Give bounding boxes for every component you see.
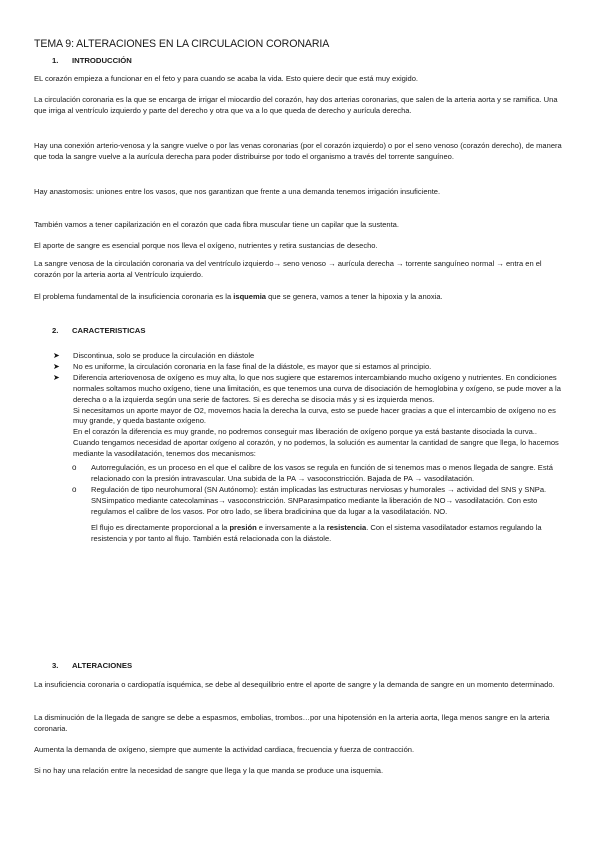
paragraph: Cuando tengamos necesidad de aportar oxígeno al corazón, y no podemos, la solución es aumentar la cantidad de sangre que llega, lo hacemos mediante la vasodilatación, tenemos dos mecanismos: bbox=[73, 438, 559, 459]
paragraph: Hay una conexión arterio-venosa y la sangre vuelve o por las venas coronarias (por el corazón izquierdo) o por el seno venoso (corazón derecho), de manera que toda la sangre vuelve a la aurícula derecha para poder distribuirse por todo el organismo a través del torrente sanguíneo. bbox=[34, 141, 562, 161]
bold-term-presion: presión bbox=[229, 522, 257, 532]
sub-list-item-text: Autorregulación, es un proceso en el que el calibre de los vasos se regula en función de si tenemos mas o menos llegada de sangre. Está relacionado con la presión intravascular. Una subida de la PA → vasoconstricción. Bajada de PA → vasodilatación. bbox=[91, 463, 553, 483]
text-run: El flujo es directamente proporcional a la bbox=[91, 522, 230, 532]
flow-paragraph bbox=[91, 523, 563, 545]
bold-term-resistencia: resistencia bbox=[326, 522, 367, 532]
section-heading-caracteristicas bbox=[52, 326, 145, 336]
paragraph: La insuficiencia coronaria o cardiopatía isquémica, se debe al desequilibrio entre el aporte de sangre y la demanda de sangre en un momento determinado. bbox=[34, 680, 555, 689]
section-title: INTRODUCCIÓN bbox=[72, 56, 132, 65]
problem-paragraph bbox=[34, 292, 564, 303]
characteristics-list bbox=[53, 351, 563, 544]
section-number: 2. bbox=[52, 326, 59, 335]
paragraph: Aumenta la demanda de oxígeno, siempre que aumente la actividad cardiaca, frecuencia y fuerza de contracción. bbox=[34, 745, 415, 754]
paragraph: Si no hay una relación entre la necesidad de sangre que llega y la que manda se produce una isquemia. bbox=[34, 766, 384, 775]
list-item-text: Diferencia arteriovenosa de oxígeno es muy alta, lo que nos sugiere que estaremos intercambiando mucho oxígeno y nutrientes. En condiciones normales soltamos mucho oxígeno, tiene una limitación, es que tenemos una curva de disociación de hemoglobina y oxígeno, se pude mover a la derecha o a la izquierda según una serie de factores. Si es derecha se disocia más y si es izquierda menos. bbox=[73, 372, 561, 404]
section-number: 1. bbox=[52, 56, 59, 65]
text-run: e inversamente a la bbox=[256, 522, 327, 532]
arrowhead-bullet-icon: ➤ bbox=[53, 351, 60, 360]
section-heading-introduccion bbox=[52, 56, 132, 66]
paragraph: La sangre venosa de la circulación coronaria va del ventrículo izquierdo→ seno venoso → aurícula derecha → torrente sanguíneo normal → entra en el corazón por la arteria aorta al Ventrículo izquierdo. bbox=[34, 259, 542, 279]
bold-term-isquemia: isquemia bbox=[233, 292, 266, 301]
paragraph: EL corazón empieza a funcionar en el feto y para cuando se acaba la vida. Esto quiere decir que está muy exigido. bbox=[34, 74, 419, 83]
paragraph: Hay anastomosis: uniones entre los vasos, que nos garantizan que frente a una demanda tenemos irrigación insuficiente. bbox=[34, 187, 441, 196]
sub-list-item bbox=[53, 463, 563, 485]
text-run: El problema fundamental de la insuficiencia coronaria es la bbox=[34, 292, 234, 301]
paragraph: También vamos a tener capilarización en el corazón que cada fibra muscular tiene un capilar que la sustenta. bbox=[34, 220, 399, 229]
section-heading-alteraciones bbox=[52, 661, 132, 671]
circle-bullet-icon: o bbox=[72, 484, 77, 494]
list-item-text: No es uniforme, la circulación coronaria en la fase final de la diástole, es mayor que si estamos al principio. bbox=[73, 361, 432, 371]
arrowhead-bullet-icon: ➤ bbox=[53, 372, 60, 382]
section-number: 3. bbox=[52, 661, 59, 670]
paragraph: Si necesitamos un aporte mayor de O2, movemos hacia la derecha la curva, esto se puede hacer gracias a que el intercambio de oxígeno no es muy grande, y queda bastante oxígeno. bbox=[73, 405, 556, 426]
list-item bbox=[53, 351, 563, 362]
section-title: CARACTERISTICAS bbox=[72, 326, 146, 335]
circle-bullet-icon: o bbox=[72, 463, 77, 473]
list-item bbox=[53, 373, 563, 406]
paragraph: La disminución de la llegada de sangre se debe a espasmos, embolias, trombos…por una hipotensión en la arteria aorta, llega menos sangre en la arteria coronaria. bbox=[34, 713, 550, 733]
mechanisms-list bbox=[53, 463, 563, 518]
section-title: ALTERACIONES bbox=[72, 661, 133, 670]
paragraph: El aporte de sangre es esencial porque nos lleva el oxígeno, nutrientes y retira sustancias de desecho. bbox=[34, 241, 378, 250]
list-item-text: Discontinua, solo se produce la circulación en diástole bbox=[73, 351, 255, 360]
paragraph: La circulación coronaria es la que se encarga de irrigar el miocardio del corazón, hay dos arterias coronarias, que salen de la arteria aorta y se ramifica. Una que irriga al ventrículo izquierdo y parte del derecho y otra que va a lo que queda de derecho y aurícula derecha. bbox=[34, 95, 558, 115]
sub-list-item bbox=[53, 485, 563, 518]
text-run: que se genera, vamos a tener la hipoxia y la anoxia. bbox=[266, 292, 443, 301]
paragraph: En el corazón la diferencia es muy grande, no podremos conseguir mas liberación de oxígeno porque ya está bastante disociada la curva.. bbox=[73, 427, 537, 437]
text-run: . Con el sistema vasodilatador estamos regulando la resistencia y por tanto al flujo. También está relacionada con la diástole. bbox=[91, 522, 542, 543]
sub-list-item-text: Regulación de tipo neurohumoral (SN Autónomo): están implicadas las estructuras nerviosas y humorales → actividad del SNS y SNPa. SNSimpatico mediante catecolaminas→ vasoconstricción. SNParasimpatico mediante la liberación de NO→ vasodilatación. Con esto regulamos el calibre de los vasos. Por otro lado, se libera bradicinina que da lugar a la vasodilatación. NO. bbox=[91, 484, 547, 516]
arrowhead-bullet-icon: ➤ bbox=[53, 361, 60, 371]
document-title: TEMA 9: ALTERACIONES EN LA CIRCULACION CORONARIA bbox=[34, 38, 330, 50]
list-item bbox=[53, 362, 563, 373]
